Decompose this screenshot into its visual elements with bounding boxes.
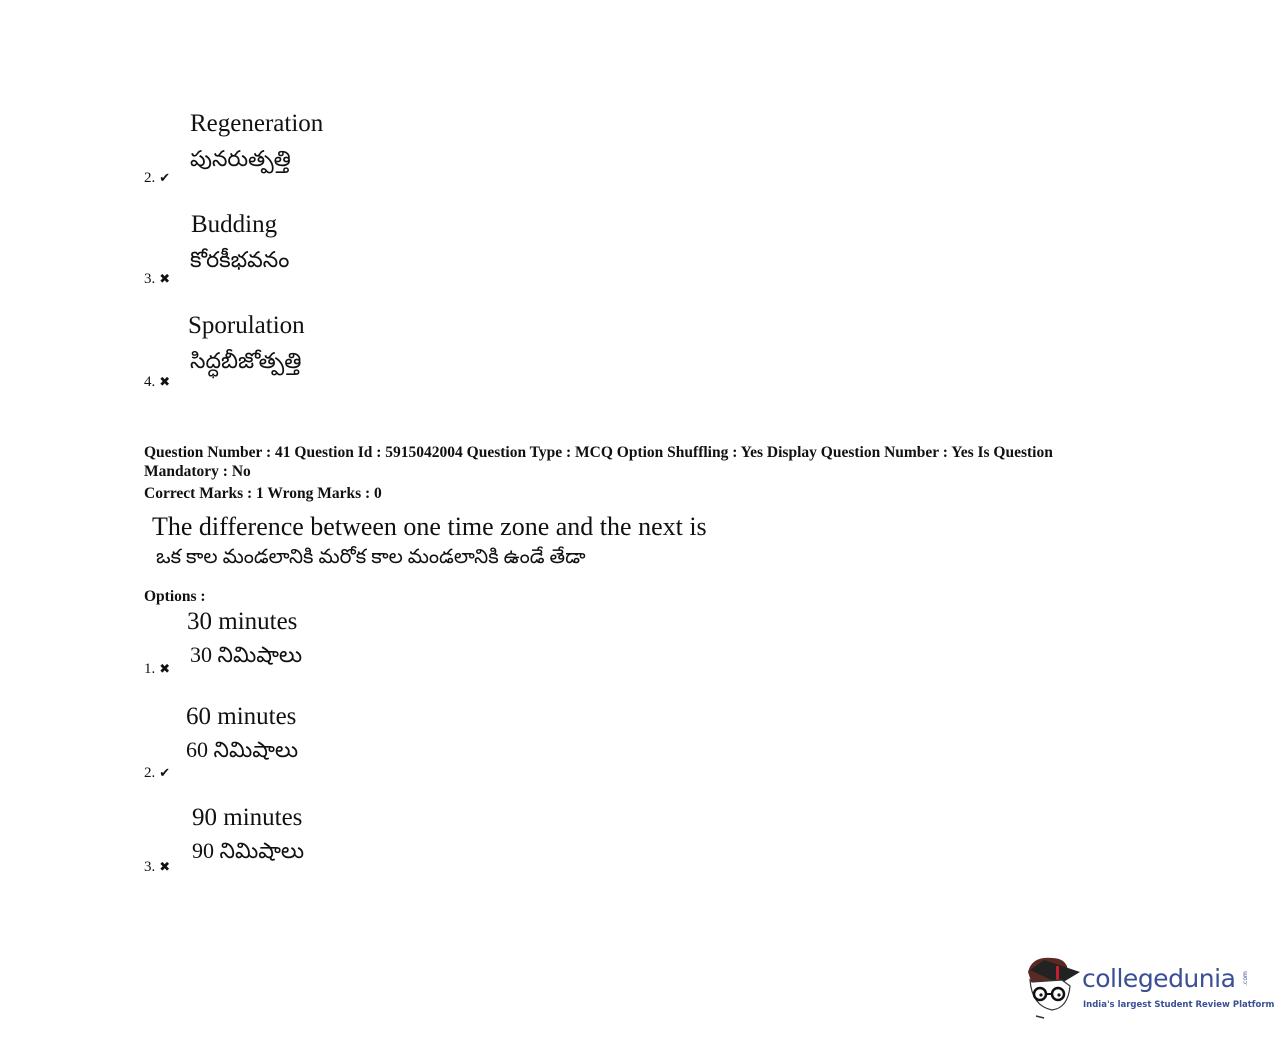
option-number: 2. [144, 765, 156, 781]
logo-brand: collegedunia [1082, 964, 1236, 993]
check-icon: ✔ [159, 170, 171, 185]
option-text-te: కోరకీభవనం [190, 247, 290, 272]
option-text-en: Regeneration [190, 110, 324, 137]
option-text-en: 90 minutes [192, 804, 303, 831]
cross-icon: ✖ [159, 374, 171, 389]
cross-icon: ✖ [159, 271, 171, 286]
option-number: 3. [144, 271, 156, 287]
options-label: Options : [144, 588, 206, 605]
option-text-te: 60 నిమిషాలు [186, 737, 299, 762]
option-number: 1. [144, 661, 156, 677]
question-marks: Correct Marks : 1 Wrong Marks : 0 [144, 485, 382, 502]
cross-icon: ✖ [159, 859, 171, 874]
option-number: 3. [144, 859, 156, 875]
option-number: 4. [144, 374, 156, 390]
logo-tagline: India's largest Student Review Platform [1083, 1000, 1275, 1010]
question-meta: Question Number : 41 Question Id : 5915042004 Question Type : MCQ Option Shuffling : Yes Display Question Number : Yes Is Question [144, 444, 1053, 461]
logo-com: .com [1241, 971, 1249, 986]
option-text-en: Sporulation [188, 312, 305, 339]
option-text-en: 30 minutes [187, 608, 298, 635]
question-text-en: The difference between one time zone and the next is [152, 512, 707, 541]
mascot-icon [1022, 950, 1082, 1022]
option-text-te: సిద్ధబీజోత్పత్తి [190, 348, 302, 373]
question-meta-mandatory: Mandatory : No [144, 463, 251, 480]
collegedunia-logo [1022, 950, 1275, 1022]
cross-icon: ✖ [159, 661, 171, 676]
option-number: 2. [144, 170, 156, 186]
option-text-en: 60 minutes [186, 703, 297, 730]
question-text-te: ఒక కాల మండలానికి మరోక కాల మండలానికి ఉండే తేడా [156, 546, 586, 568]
option-text-te: 30 నిమిషాలు [190, 642, 303, 667]
option-text-te: పునరుత్పత్తి [190, 146, 291, 171]
option-text-te: 90 నిమిషాలు [192, 838, 305, 863]
check-icon: ✔ [159, 765, 171, 780]
option-text-en: Budding [191, 211, 278, 238]
